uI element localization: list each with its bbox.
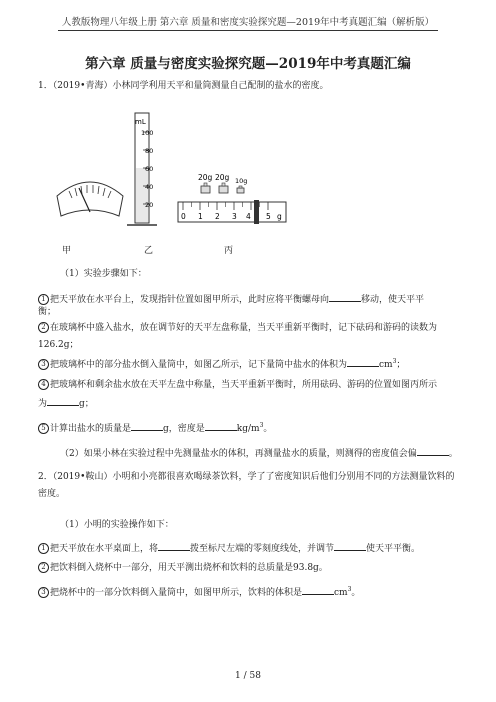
ruler-tick-1: 1: [198, 212, 203, 221]
weight-label-2: 20g: [215, 173, 230, 182]
cylinder-tick-100: 100: [141, 129, 154, 137]
answer-blank[interactable]: [302, 585, 334, 595]
q2-step-3: 3 把烧杯中的一部分饮料倒入量筒中，如图甲所示，饮料的体积是 $cm^3$。: [38, 584, 360, 599]
q2-step-1: 1 把天平放在水平桌面上，将 拨至标尺左端的零刻度线处，并调节 使天平平衡。: [38, 541, 420, 555]
answer-blank[interactable]: [131, 421, 163, 431]
ruler-tick-0: 0: [181, 212, 186, 221]
circled-number: 3: [38, 359, 49, 370]
answer-blank[interactable]: [347, 357, 379, 367]
header-rule: [58, 30, 438, 31]
weight-label-3: 10g: [235, 177, 248, 185]
q1-step-2: 2 在玻璃杯中盛入盐水，放在调节好的天平左盘称量，当天平重新平衡时，记下砝码和游码的读数为: [38, 322, 437, 334]
q1-step-4: 4 把玻璃杯和剩余盐水放在天平左盘中称量，当天平重新平衡时，所用砝码、游码的位置如图丙所示: [38, 379, 437, 391]
q2-stem-cont: 密度。: [38, 489, 66, 499]
ruler-tick-5: 5: [266, 212, 271, 221]
q1-step-1: 1 把天平放在水平台上，发现指针位置如图甲所示，此时应将平衡螺母向 移动，使天平平: [38, 292, 424, 306]
circled-number: 2: [38, 562, 49, 573]
answer-blank[interactable]: [329, 292, 361, 302]
q1-step-3: 3 把玻璃杯中的部分盐水倒入量筒中，如图乙所示，记下量筒中盐水的体积为 $cm^3$；: [38, 356, 405, 371]
running-header: 人教版物理八年级上册 第六章 质量和密度实验探究题—2019年中考真题汇编（解析版）: [61, 17, 435, 28]
figure-group: [55, 108, 305, 243]
answer-blank[interactable]: [334, 541, 366, 551]
figure-label-yi: 乙: [144, 246, 154, 256]
ruler-tick-2: 2: [215, 212, 220, 221]
figure-label-bing: 丙: [224, 246, 234, 256]
q1-step-intro: （1）实验步骤如下：: [60, 269, 147, 279]
circled-number: 2: [38, 322, 49, 333]
q1-step-2-cont: 126.2g；: [38, 340, 79, 350]
graduated-cylinder-figure: [127, 113, 157, 225]
cylinder-tick-40: 40: [145, 183, 154, 191]
weight-label-1: 20g: [198, 173, 213, 182]
page-number: 1 / 58: [235, 671, 261, 681]
answer-blank[interactable]: [47, 396, 79, 406]
q2-step-2: 2 把饮料倒入烧杯中一部分，用天平测出烧杯和饮料的总质量是93.8g。: [38, 562, 328, 574]
ruler-unit: g: [277, 212, 282, 221]
cylinder-tick-80: 80: [145, 147, 154, 155]
q1-step-5: 5 计算出盐水的质量是 g，密度是 $kg/m^3$。: [38, 420, 272, 435]
circled-number: 3: [38, 587, 49, 598]
ruler-tick-4: 4: [246, 212, 251, 221]
q2-sub-1: （1）小明的实验操作如下：: [60, 520, 174, 530]
cylinder-tick-20: 20: [145, 201, 154, 209]
q1-stem: 1．（2019•青海）小林同学利用天平和量筒测量自己配制的盐水的密度。: [38, 81, 329, 91]
answer-blank[interactable]: [158, 541, 190, 551]
q1-step-4-cont: 为 g；: [38, 396, 94, 410]
circled-number: 1: [38, 294, 49, 305]
weights-figure: [198, 173, 247, 193]
circled-number: 4: [38, 379, 49, 390]
balance-dial-figure: [57, 182, 123, 216]
circled-number: 1: [38, 543, 49, 554]
answer-blank[interactable]: [417, 446, 449, 456]
q1-step-1-cont: 衡；: [38, 307, 57, 317]
circled-number: 5: [38, 423, 49, 434]
figure-label-jia: 甲: [62, 246, 72, 256]
cylinder-unit: mL: [135, 118, 146, 126]
ruler-tick-3: 3: [232, 212, 237, 221]
answer-blank[interactable]: [205, 421, 237, 431]
q2-stem: 2．（2019•鞍山）小明和小亮都很喜欢喝绿茶饮料，学了了密度知识后他们分别用不同的方法测量饮料的: [38, 472, 455, 482]
slider-ruler-figure: [178, 200, 286, 224]
chapter-title: 第六章 质量与密度实验探究题—2019年中考真题汇编: [85, 56, 411, 72]
q1-part-2: （2）如果小林在实验过程中先测量盐水的体积，再测量盐水的质量，则测得的密度值会偏 。: [60, 446, 458, 460]
cylinder-tick-60: 60: [145, 165, 154, 173]
